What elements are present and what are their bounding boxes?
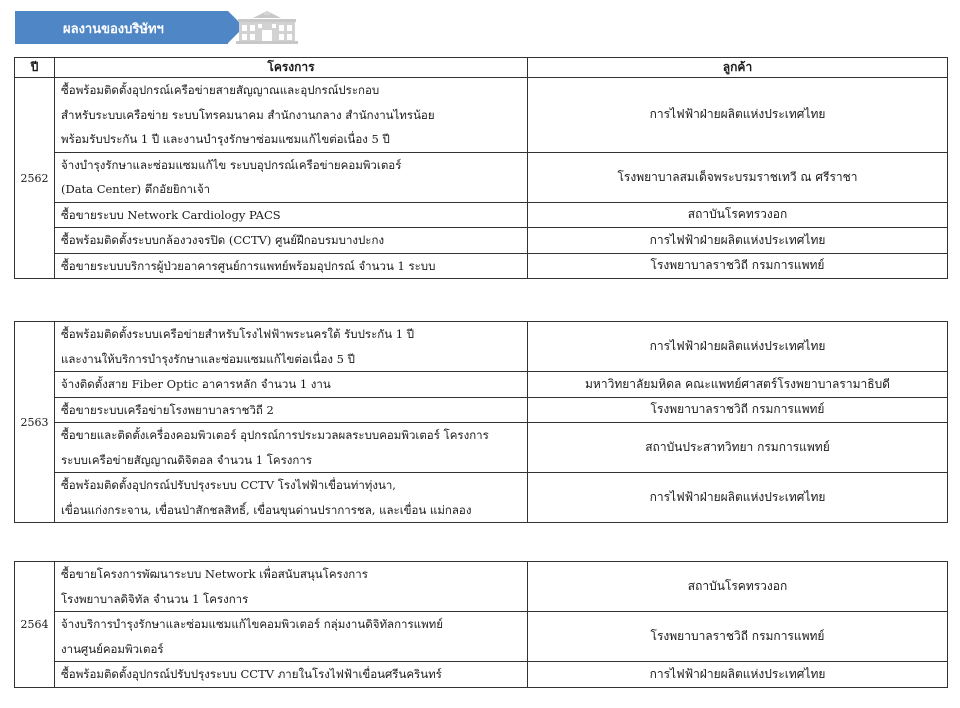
year-cell: 2563 — [15, 322, 55, 523]
table-row — [15, 228, 948, 254]
section-title: ผลงานของบริษัทฯ — [63, 22, 164, 37]
table-row — [15, 372, 948, 398]
project-line: (Data Center) ตึกอัยยิกาเจ้า — [61, 182, 211, 196]
table-row — [15, 152, 948, 202]
project-line: จ้างติดตั้งสาย Fiber Optic อาคารหลัก จำนวน 1 งาน — [61, 377, 331, 391]
table-row — [15, 662, 948, 688]
project-line: พร้อมรับประกัน 1 ปี และงานบำรุงรักษาซ่อมแซมแก้ไขต่อเนื่อง 5 ปี — [61, 132, 390, 146]
projects-table-2564 — [14, 561, 948, 688]
customer-cell: โรงพยาบาลราชวิถี กรมการแพทย์ — [528, 253, 948, 279]
project-line: จ้างบริการบำรุงรักษาและซ่อมแซมแก้ไขคอมพิวเตอร์ กลุ่มงานดิจิทัลการแพทย์ — [61, 617, 443, 631]
customer-cell: การไฟฟ้าฝ่ายผลิตแห่งประเทศไทย — [528, 473, 948, 523]
customer-cell: การไฟฟ้าฝ่ายผลิตแห่งประเทศไทย — [528, 78, 948, 153]
project-line: จ้างบำรุงรักษาและซ่อมแซมแก้ไข ระบบอุปกรณ์เครือข่ายคอมพิวเตอร์ — [61, 157, 402, 172]
project-cell — [55, 152, 528, 202]
project-cell — [55, 423, 528, 473]
project-line: ระบบเครือข่ายสัญญาณดิจิตอล จำนวน 1 โครงการ — [61, 452, 313, 467]
customer-cell: โรงพยาบาลสมเด็จพระบรมราชเทวี ณ ศรีราชา — [528, 152, 948, 202]
table-row — [15, 473, 948, 523]
building-icon — [236, 10, 298, 44]
project-line: ซื้อขายโครงการพัฒนาระบบ Network เพื่อสนับสนุนโครงการ — [61, 567, 368, 581]
year-cell: 2562 — [15, 78, 55, 279]
customer-cell: โรงพยาบาลราชวิถี กรมการแพทย์ — [528, 612, 948, 662]
project-line: เขื่อนแก่งกระจาน, เขื่อนป่าสักชลสิทธิ์, เขื่อนขุนด่านปราการชล, และเขื่อน แม่กลอง — [61, 502, 472, 517]
project-line: โรงพยาบาลดิจิทัล จำนวน 1 โครงการ — [61, 591, 249, 606]
table-row — [15, 253, 948, 279]
column-header-year: ปี — [15, 58, 55, 78]
customer-cell: สถาบันประสาทวิทยา กรมการแพทย์ — [528, 423, 948, 473]
customer-cell: มหาวิทยาลัยมหิดล คณะแพทย์ศาสตร์โรงพยาบาลรามาธิบดี — [528, 372, 948, 398]
project-cell — [55, 612, 528, 662]
project-cell — [55, 202, 528, 228]
project-line: ซื้อพร้อมติดตั้งระบบกล้องวงจรปิด (CCTV) ศูนย์ฝึกอบรมบางปะกง — [61, 233, 385, 247]
table-row — [15, 322, 948, 372]
customer-cell: สถาบันโรคทรวงอก — [528, 562, 948, 612]
table-header-row — [15, 58, 948, 78]
project-cell — [55, 78, 528, 153]
project-cell — [55, 662, 528, 688]
table-row — [15, 397, 948, 423]
project-line: ซื้อพร้อมติดตั้งระบบเครือข่ายสำหรับโรงไฟฟ้าพระนครใต้ รับประกัน 1 ปี — [61, 327, 415, 341]
column-header-project: โครงการ — [55, 58, 528, 78]
table-row — [15, 423, 948, 473]
project-line: ซื้อพร้อมติดตั้งอุปกรณ์ปรับปรุงระบบ CCTV โรงไฟฟ้าเขื่อนท่าทุ่งนา, — [61, 478, 396, 492]
project-line: งานศูนย์คอมพิวเตอร์ — [61, 641, 164, 656]
project-line: และงานให้บริการบำรุงรักษาและซ่อมแซมแก้ไขต่อเนื่อง 5 ปี — [61, 351, 355, 366]
customer-cell: การไฟฟ้าฝ่ายผลิตแห่งประเทศไทย — [528, 322, 948, 372]
table-row — [15, 562, 948, 612]
projects-table-2563 — [14, 321, 948, 523]
projects-table-2562 — [14, 57, 948, 279]
table-row — [15, 202, 948, 228]
customer-cell: โรงพยาบาลราชวิถี กรมการแพทย์ — [528, 397, 948, 423]
project-line: ซื้อพร้อมติดตั้งอุปกรณ์เครือข่ายสายสัญญาณและอุปกรณ์ประกอบ — [61, 83, 380, 97]
project-cell — [55, 322, 528, 372]
table-row — [15, 612, 948, 662]
customer-cell: สถาบันโรคทรวงอก — [528, 202, 948, 228]
project-line: ซื้อพร้อมติดตั้งอุปกรณ์ปรับปรุงระบบ CCTV ภายในโรงไฟฟ้าเขื่อนศรีนครินทร์ — [61, 667, 442, 681]
project-line: ซื้อขายระบบบริการผู้ป่วยอาคารศูนย์การแพทย์พร้อมอุปกรณ์ จำนวน 1 ระบบ — [61, 258, 436, 273]
column-header-customer: ลูกค้า — [528, 58, 948, 78]
project-cell — [55, 397, 528, 423]
project-cell — [55, 228, 528, 254]
project-cell — [55, 253, 528, 279]
customer-cell: การไฟฟ้าฝ่ายผลิตแห่งประเทศไทย — [528, 662, 948, 688]
customer-cell: การไฟฟ้าฝ่ายผลิตแห่งประเทศไทย — [528, 228, 948, 254]
table-row — [15, 78, 948, 153]
project-cell — [55, 473, 528, 523]
project-line: ซื้อขายระบบ Network Cardiology PACS — [61, 207, 281, 222]
project-line: ซื้อขายและติดตั้งเครื่องคอมพิวเตอร์ อุปกรณ์การประมวลผลระบบคอมพิวเตอร์ โครงการ — [61, 428, 489, 442]
year-cell: 2564 — [15, 562, 55, 688]
project-line: สำหรับระบบเครือข่าย ระบบโทรคมนาคม สำนักงานกลาง สำนักงานไทรน้อย — [61, 107, 435, 122]
project-line: ซื้อขายระบบเครือข่ายโรงพยาบาลราชวิถี 2 — [61, 402, 274, 417]
project-cell — [55, 372, 528, 398]
project-cell — [55, 562, 528, 612]
